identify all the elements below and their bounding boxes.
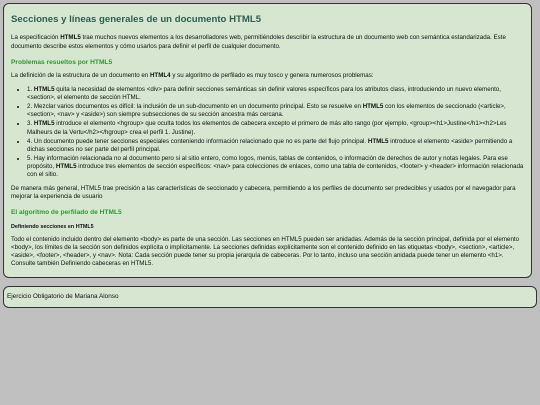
intro-text-start: La especificación xyxy=(11,34,61,42)
list-item-text: 3. xyxy=(27,120,34,128)
footer-text: Ejercicio Obligatorio de Mariana Alonso xyxy=(7,293,119,300)
problems-intro-start: La definición de la estructura de un documento en xyxy=(11,72,150,80)
list-item xyxy=(27,86,525,102)
list-item-text: introduce el elemento <aside> permitiendo a dichas secciones no ser parte del perfil principal. xyxy=(27,137,513,153)
footer-panel xyxy=(3,286,537,308)
section-heading-algorithm: El algoritmo de perfilado de HTML5 xyxy=(11,209,122,217)
intro-html5-term: HTML5 xyxy=(60,34,81,42)
list-item-bold: HTML5 xyxy=(362,103,384,111)
problems-list xyxy=(11,86,525,179)
list-item xyxy=(27,138,525,154)
problems-closing-paragraph: De manera más general, HTML5 trae precisión a las características de seccionado y cabecera, permitiendo a los perfiles de documento ser predecibles y usados por el navegador para mejorar la experiencia de usuario xyxy=(11,184,516,200)
list-item-text: 1. xyxy=(27,86,34,94)
section-heading-problems: Problemas resueltos por HTML5 xyxy=(11,58,113,66)
list-item-bold: HTML5 xyxy=(33,86,55,94)
list-item-bold: HTML5 xyxy=(55,162,77,170)
list-item xyxy=(27,103,525,119)
main-content-panel xyxy=(3,3,532,278)
subsection-heading-defining-sections: Definiendo secciones en HTML5 xyxy=(11,223,94,230)
list-item xyxy=(27,120,525,136)
algorithm-body-paragraph: Todo el contenido incluido dentro del elemento <body> es parte de una sección. Las secciones en HTML5 pueden ser anidadas. Además de la sección principal, definida por el elemento <body>, los límites de la sección son definidos explícita o implícitamente. La secciones definidas explícitamente son el contenido definido en las etiquetas <body>, <section>, <article>, <aside>, <footer>, <header>, y <nav>. Nota: Cada sección puede tener su propia jerarquía de cabeceras. Por lo tanto, incluso una sección anidada puede tener un elemento <h1>. Consulte también Definiendo cabeceras en HTML5. xyxy=(11,235,520,267)
list-item-text: 4. Un documento puede tener secciones especiales conteniendo información relacionado que no es parte del flujo principal. xyxy=(27,137,368,145)
problems-html4-term: HTML4 xyxy=(149,72,171,80)
list-item-text: con los elementos de seccionado (<article>, <section>, <nav> y <aside>) son siempre subsecciones de su sección ancestra más cercana. xyxy=(27,103,506,119)
list-item-bold: HTML5 xyxy=(367,137,389,145)
list-item-text: quita la necesidad de elementos <div> para definir secciones semánticas sin definir valores específicos para los atributos class, introduciendo un nuevo elemento, <section>, el elemento de sección HTML. xyxy=(27,86,501,102)
problems-intro-paragraph xyxy=(11,72,525,80)
page-title: Secciones y líneas generales de un documento HTML5 xyxy=(11,14,262,25)
list-item-text: introduce tres elementos de sección específicos: <nav> para colecciones de enlaces, como una tabla de contenidos, <footer> y <header> información relacionada con el sitio. xyxy=(27,162,524,178)
list-item-text: 2. Mezclar varios documentos es difícil: la inclusión de un sub-documento en un documento principal. Esto se resuelve en xyxy=(27,103,363,111)
list-item-text: 5. Hay información relacionada no al documento pero si al sitio entero, como logos, menús, tablas de contenidos, o información de derechos de autor y notas legales. Para ese propósito, xyxy=(27,154,508,170)
list-item xyxy=(27,155,525,179)
intro-text-end: trae muchos nuevos elementos a los desarrolladores web, permitiéndoles describir la estructura de un documento web con semántica estandarizada. Este documento describe estos elementos y cómo usarlos para definir el perfil de cualquier documento. xyxy=(11,34,506,50)
intro-paragraph xyxy=(11,34,525,50)
problems-intro-end: y su algoritmo de perfilado es muy tosco y genera numerosos problemas: xyxy=(170,72,374,80)
list-item-bold: HTML5 xyxy=(33,120,55,128)
list-item-text: introduce el elemento <hgroup> que oculta todos los elementos de cabecera excepto el primero de más alto rango (por ejemplo, <group><h1>Justine</h1><h2>Les Malheurs de la Vertu</h2></hgroup> crea el perfil 1. Justine). xyxy=(27,120,507,136)
